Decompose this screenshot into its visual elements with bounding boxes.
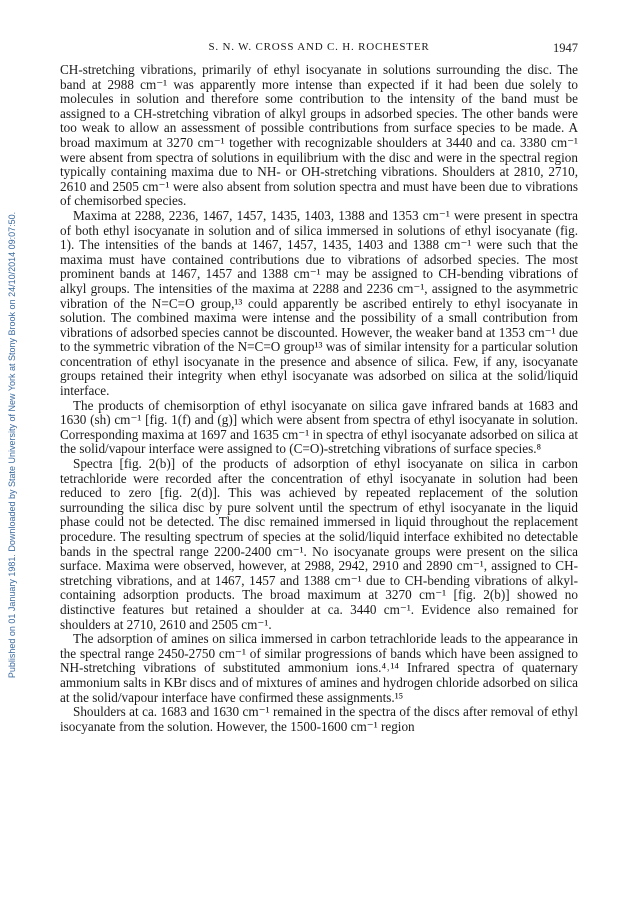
paragraph: Shoulders at ca. 1683 and 1630 cm⁻¹ remained in the spectra of the discs after removal of ethyl isocyanate from the solution. However, the 1500-1600 cm⁻¹ region — [60, 704, 578, 734]
page-header — [60, 41, 578, 57]
article-body — [60, 63, 578, 734]
paragraph: The products of chemisorption of ethyl isocyanate on silica gave infrared bands at 1683 and 1630 (sh) cm⁻¹ [fig. 1(f) and (g)] which were absent from spectra of ethyl isocyanate in solution. Corresponding maxima at 1697 and 1635 cm⁻¹ in spectra of ethyl isocyanate adsorbed on silica at the solid/vapour interface were assigned to (C=O)-stretching vibrations of surface species.⁸ — [60, 397, 578, 457]
paragraph: CH-stretching vibrations, primarily of ethyl isocyanate in solutions surrounding the disc. The band at 2988 cm⁻¹ was apparently more intense than expected if it had been due solely to molecules in solution and therefore some contribution to the intensity of the band must be assigned to a CH-stretching vibration of alkyl groups in adsorbed species. The other bands were too weak to allow an assessment of possible contributions from surface species to be made. A broad maximum at 3270 cm⁻¹ together with recognizable shoulders at 3440 and ca. 3380 cm⁻¹ were absent from spectra of solutions in equilibrium with the disc and were in the spectral region typically containing maxima due to NH- or OH-stretching vibrations. Shoulders at 2810, 2710, 2610 and 2505 cm⁻¹ were also absent from solution spectra and must have been due to vibrations of chemisorbed species. — [60, 62, 578, 209]
paragraph: The adsorption of amines on silica immersed in carbon tetrachloride leads to the appearance in the spectral range 2450-2750 cm⁻¹ of similar progressions of bands which have been assigned to NH-stretching vibrations of substituted ammonium ions.⁴˒¹⁴ Infrared spectra of quaternary ammonium salts in KBr discs and of mixtures of amines and hydrogen chloride adsorbed on silica at the solid/vapour interface have confirmed these assignments.¹⁵ — [60, 631, 578, 705]
page-number: 1947 — [553, 41, 578, 55]
running-head: S. N. W. CROSS AND C. H. ROCHESTER — [208, 41, 430, 53]
download-notice[interactable]: Published on 01 January 1981. Downloaded by State University of New York at Stony Brook on 24/10/2014 09:07:50. — [7, 211, 17, 679]
paragraph: Maxima at 2288, 2236, 1467, 1457, 1435, 1403, 1388 and 1353 cm⁻¹ were present in spectra of both ethyl isocyanate in solution and of silica immersed in solutions of ethyl isocyanate (fig. 1). The intensities of the bands at 1467, 1457, 1435, 1403 and 1388 cm⁻¹ were such that the maxima must have contained contributions due to vibrations of adsorbed species. The most prominent bands at 1467, 1457 and 1388 cm⁻¹ may be assigned to CH-bending vibrations of alkyl groups. The intensities of the maxima at 2288 and 2236 cm⁻¹, assigned to the asymmetric vibration of the N=C=O group,¹³ could apparently be ascribed entirely to ethyl isocyanate in solution. The combined maxima were intense and the possibility of a small contribution from vibrations of adsorbed species cannot be discounted. However, the weaker band at 1353 cm⁻¹ due to the symmetric vibration of the N=C=O group¹³ was of similar intensity for a particular solution concentration of ethyl isocyanate in the presence and absence of silica. Few, if any, isocyanate groups retained their integrity when ethyl isocyanate was adsorbed on silica at the solid/liquid interface. — [60, 207, 578, 399]
paragraph: Spectra [fig. 2(b)] of the products of adsorption of ethyl isocyanate on silica in carbon tetrachloride were recorded after the concentration of ethyl isocyanate in solution had been reduced to zero [fig. 2(d)]. This was achieved by repeated replacement of the solution surrounding the silica disc by pure solvent until the spectrum of ethyl isocyanate in the liquid phase could not be detected. The disc remained immersed in liquid throughout the replacement procedure. The resulting spectrum of species at the solid/liquid interface exhibited no detectable bands in the spectral range 2200-2400 cm⁻¹. No isocyanate groups were present on the silica surface. Maxima were observed, however, at 2988, 2942, 2910 and 2890 cm⁻¹, assigned to CH-stretching vibrations, and at 1467, 1457 and 1388 cm⁻¹ due to CH-bending vibrations of alkyl-containing adsorption products. The broad maximum at 3270 cm⁻¹ [fig. 2(b)] showed no distinctive features but retained a shoulder at ca. 3440 cm⁻¹. Evidence also remained for shoulders at 2710, 2610 and 2505 cm⁻¹. — [60, 456, 578, 632]
